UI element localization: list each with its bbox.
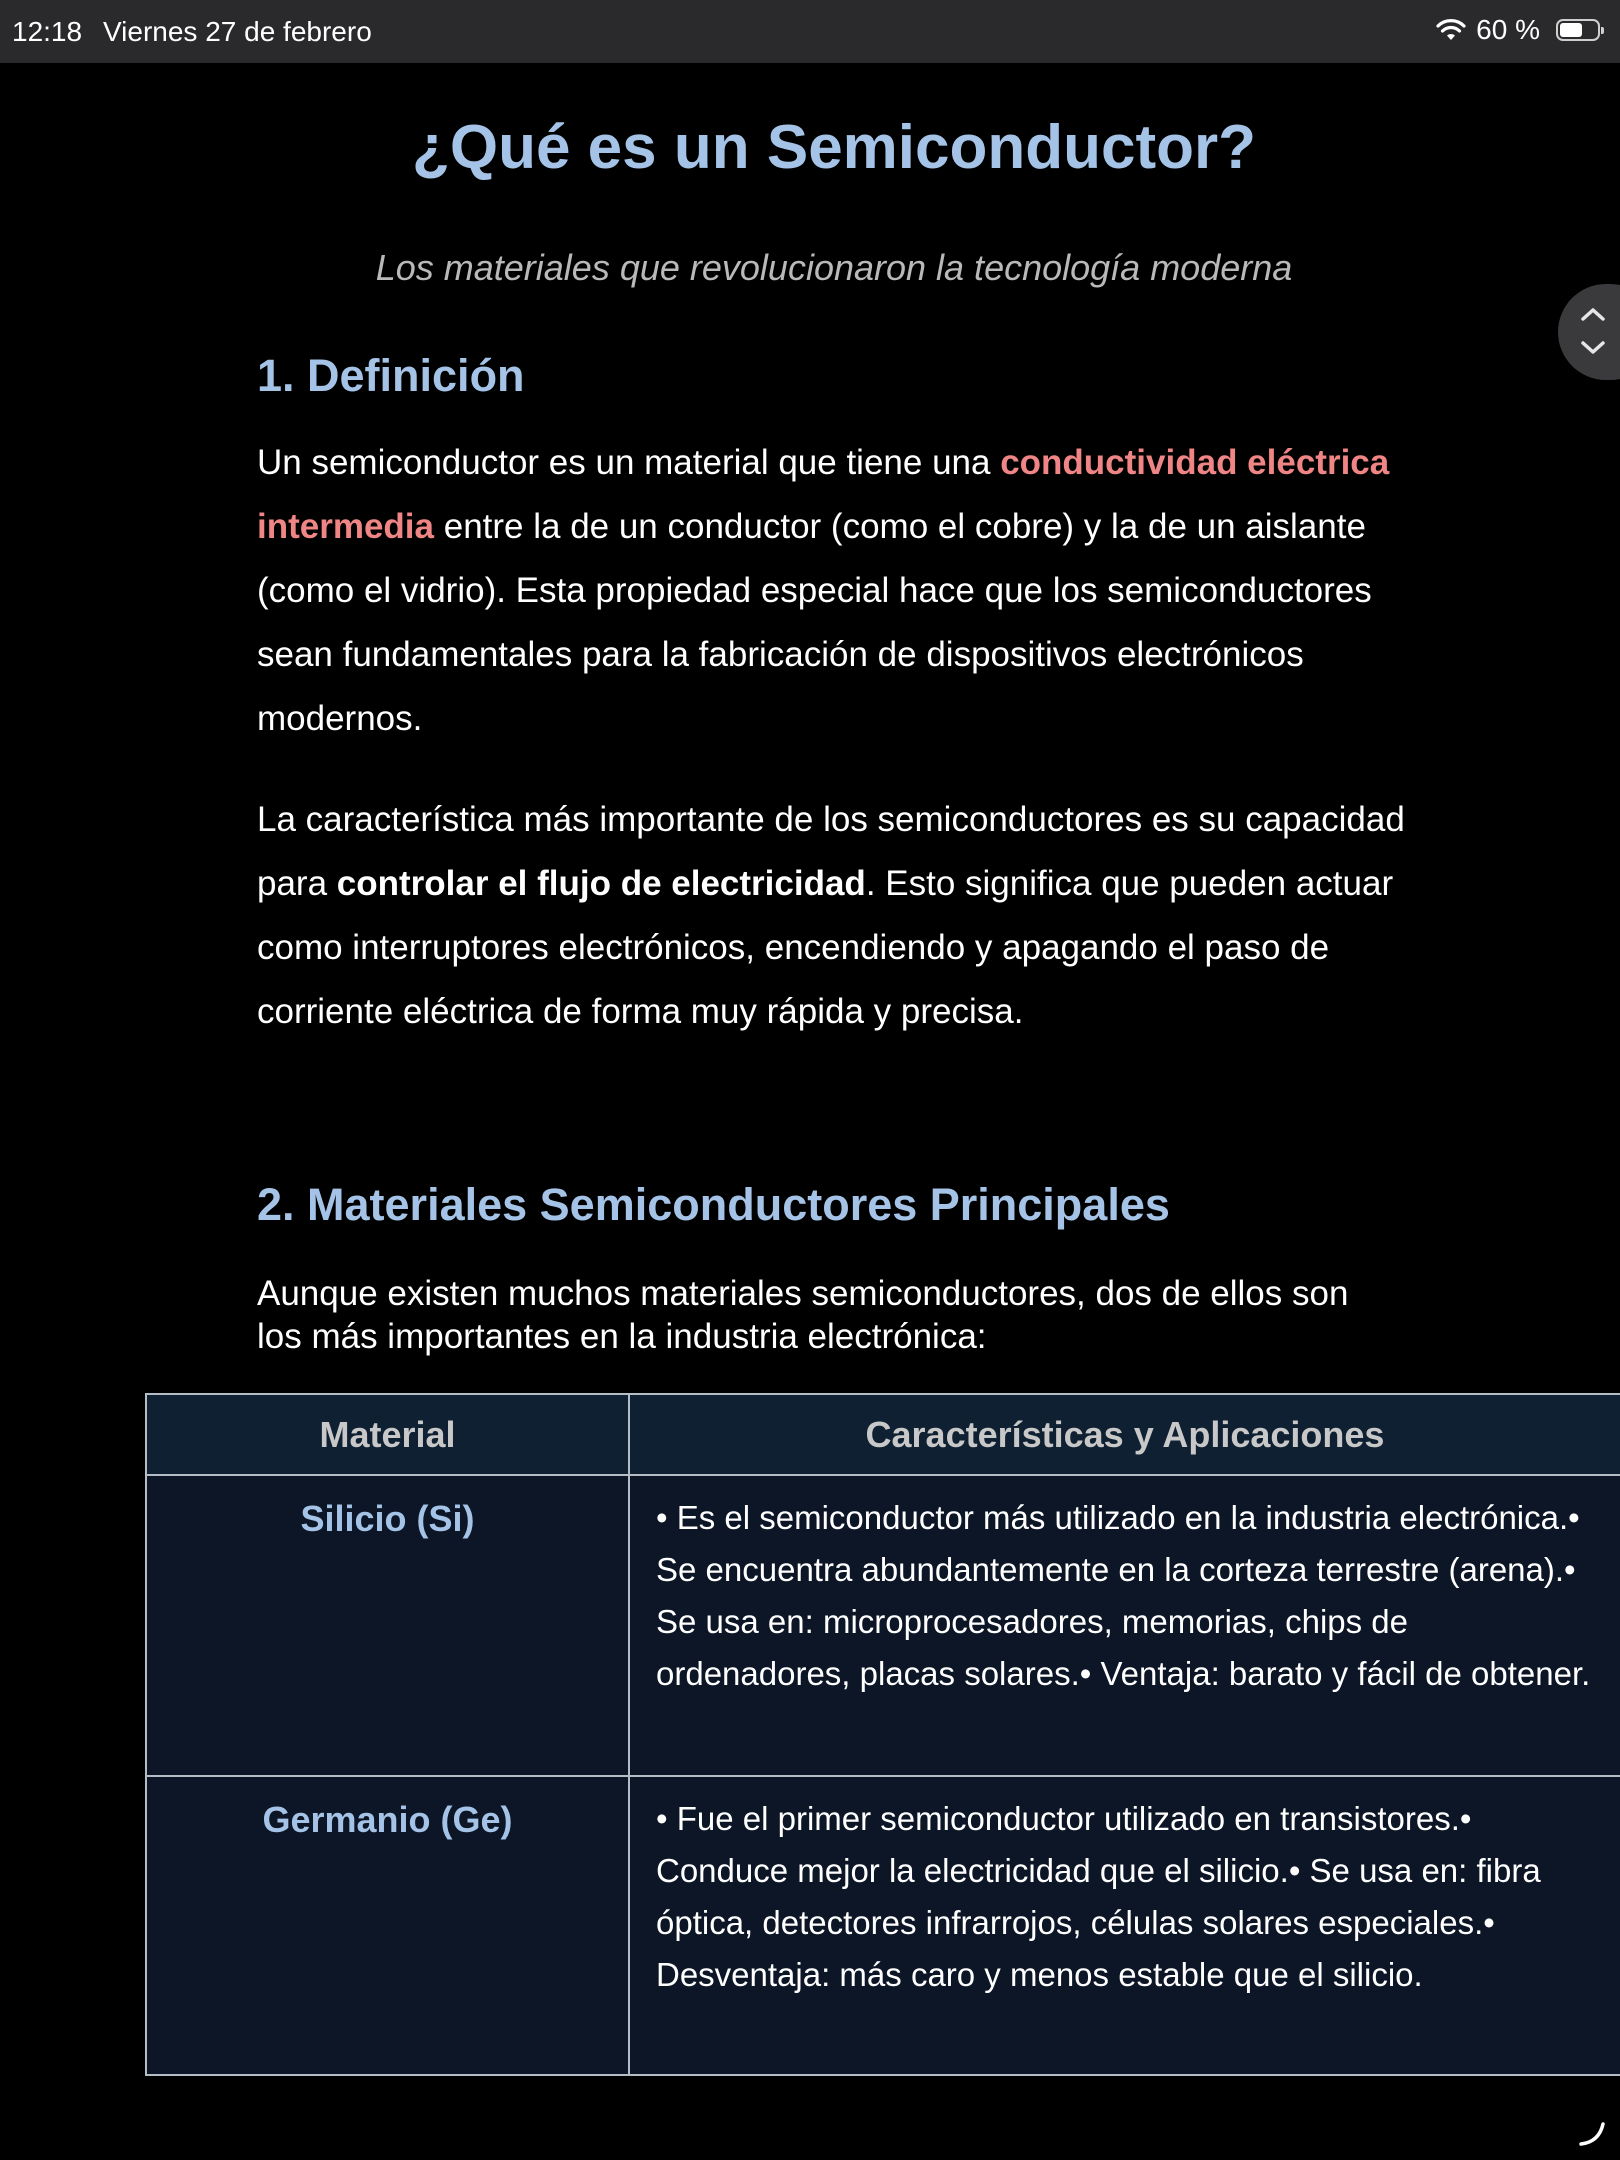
section-heading-definicion: 1. Definición [257, 350, 525, 401]
material-name-cell: Germanio (Ge) [146, 1776, 629, 2075]
page-subtitle: Los materiales que revolucionaron la tecnología moderna [375, 247, 1293, 288]
p2-bold: controlar el flujo de electricidad [336, 864, 866, 903]
p2-text-after: . Esto significa que pueden actuar como interruptores electrónicos, encendiendo y apagando el paso de corriente eléctrica de forma muy rápida y precisa. [257, 864, 1394, 1031]
page-title: ¿Qué es un Semiconductor? [412, 113, 1256, 182]
chevron-up-icon [1580, 306, 1606, 322]
table-row [146, 1475, 1620, 1776]
status-time: 12:18 [12, 16, 83, 47]
material-description-cell: • Es el semiconductor más utilizado en la industria electrónica.• Se encuentra abundantemente en la corteza terrestre (arena).• Se usa en: microprocesadores, memorias, chips de ordenadores, placas solares.• Ventaja: barato y fácil de obtener. [629, 1475, 1620, 1776]
status-bar [0, 0, 1620, 63]
resize-handle-icon[interactable] [1577, 2118, 1607, 2148]
materials-intro: Aunque existen muchos materiales semiconductores, dos de ellos son los más importantes en la industria electrónica: [257, 1274, 1349, 1356]
table-header-caracteristicas: Características y Aplicaciones [629, 1394, 1620, 1475]
p1-text-after: entre la de un conductor (como el cobre) y la de un aislante (como el vidrio). Esta propiedad especial hace que los semiconductores sean fundamentales para la fabricación de dispositivos electrónicos modernos. [257, 507, 1372, 738]
battery-percentage: 60 % [1476, 14, 1540, 45]
materials-table [145, 1393, 1620, 2076]
status-date: Viernes 27 de febrero [103, 16, 372, 47]
battery-fill [1560, 23, 1582, 37]
table-header-material: Material [146, 1394, 629, 1475]
chevron-down-icon [1580, 340, 1606, 356]
p1-highlight: conductividad eléctrica intermedia [257, 443, 1390, 546]
section-heading-materiales: 2. Materiales Semiconductores Principales [257, 1179, 1170, 1230]
definition-paragraph-2 [257, 788, 1407, 1044]
status-indicators [1436, 14, 1600, 46]
p2-text-before: La característica más importante de los semiconductores es su capacidad para [257, 800, 1405, 903]
scroll-chevrons-icon[interactable] [1558, 284, 1620, 380]
material-name-cell: Silicio (Si) [146, 1475, 629, 1776]
battery-nub [1601, 27, 1604, 34]
table-row [146, 1776, 1620, 2075]
definition-paragraph-1 [257, 431, 1407, 751]
wifi-icon [1436, 18, 1466, 42]
material-description-cell: • Fue el primer semiconductor utilizado en transistores.• Conduce mejor la electricidad que el silicio.• Se usa en: fibra óptica, detectores infrarrojos, células solares especiales.• Desventaja: más caro y menos estable que el silicio. [629, 1776, 1620, 2075]
p1-text-before: Un semiconductor es un material que tiene una [257, 443, 1001, 482]
battery-icon [1556, 19, 1600, 41]
table-header-row [146, 1394, 1620, 1475]
